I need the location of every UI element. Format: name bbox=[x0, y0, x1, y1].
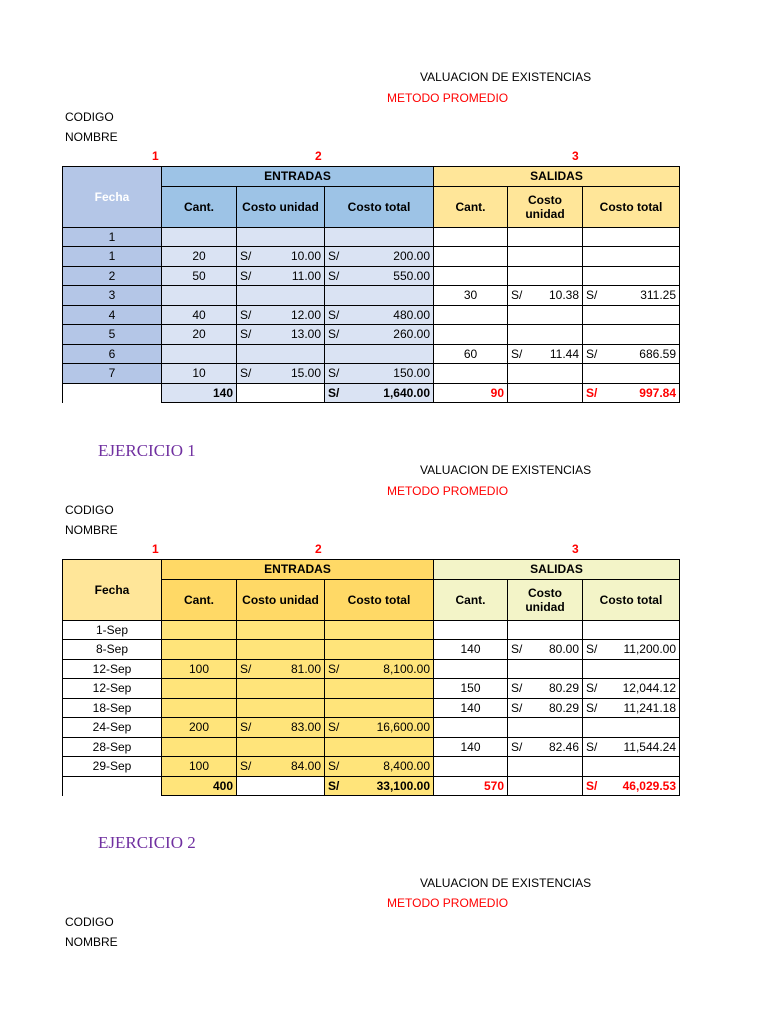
salidas-cant-cell bbox=[434, 364, 508, 384]
currency-symbol: S/ bbox=[586, 642, 598, 657]
amount: 11.44 bbox=[549, 346, 579, 361]
table-row bbox=[63, 757, 680, 777]
entradas-costo-total-cell bbox=[325, 620, 434, 640]
entradas-cant-cell bbox=[162, 286, 237, 306]
entradas-costo-unidad-cell bbox=[237, 757, 325, 777]
entradas-costo-total-cell bbox=[325, 247, 434, 267]
entradas-costo-unidad-cell bbox=[237, 344, 325, 364]
amount: 686.59 bbox=[639, 346, 676, 361]
currency-symbol: S/ bbox=[240, 661, 252, 676]
currency-symbol: S/ bbox=[328, 759, 340, 774]
section1-codigo-label: CODIGO bbox=[65, 110, 114, 124]
entradas-costo-unidad-cell bbox=[237, 698, 325, 718]
entradas-costo-total-cell bbox=[325, 659, 434, 679]
salidas-costo-total-cell bbox=[583, 227, 680, 247]
salidas-cant-cell bbox=[434, 305, 508, 325]
total-blank-cell bbox=[508, 776, 583, 796]
amount: 200.00 bbox=[393, 249, 430, 264]
entradas-costo-unidad-cell bbox=[237, 325, 325, 345]
entradas-cant-cell: 20 bbox=[162, 247, 237, 267]
entradas-costo-unidad-cell bbox=[237, 620, 325, 640]
entradas-costo-total-cell bbox=[325, 679, 434, 699]
entradas-costo-unidad-cell bbox=[237, 286, 325, 306]
fecha-cell: 7 bbox=[63, 364, 162, 384]
valuation-table-2 bbox=[62, 559, 680, 796]
salidas-costo-total-cell bbox=[583, 620, 680, 640]
salidas-costo-total-header: Costo total bbox=[583, 186, 680, 227]
salidas-costo-total-cell bbox=[583, 679, 680, 699]
amount: 80.29 bbox=[548, 681, 579, 696]
section3-nombre-label: NOMBRE bbox=[65, 935, 118, 949]
total-salidas-costo: 46,029.53 bbox=[622, 778, 676, 793]
entradas-cant-header: Cant. bbox=[162, 579, 237, 620]
entradas-costo-unidad-cell bbox=[237, 737, 325, 757]
totals-blank-cell bbox=[63, 383, 162, 403]
entradas-cant-cell bbox=[162, 344, 237, 364]
fecha-cell: 1 bbox=[63, 227, 162, 247]
fecha-cell: 12-Sep bbox=[63, 659, 162, 679]
currency-symbol: S/ bbox=[511, 700, 523, 715]
salidas-costo-unidad-cell bbox=[508, 679, 583, 699]
fecha-cell: 1 bbox=[63, 247, 162, 267]
salidas-cant-cell bbox=[434, 757, 508, 777]
currency-symbol: S/ bbox=[240, 366, 252, 381]
fecha-cell: 8-Sep bbox=[63, 640, 162, 660]
total-blank-cell bbox=[508, 383, 583, 403]
entradas-cant-cell: 100 bbox=[162, 757, 237, 777]
entradas-cant-cell bbox=[162, 620, 237, 640]
section1-title: VALUACION DE EXISTENCIAS bbox=[420, 70, 592, 84]
currency-symbol: S/ bbox=[328, 385, 340, 400]
table-row bbox=[63, 305, 680, 325]
entradas-cant-cell: 100 bbox=[162, 659, 237, 679]
currency-symbol: S/ bbox=[586, 346, 598, 361]
fecha-cell: 2 bbox=[63, 266, 162, 286]
section2-method: METODO PROMEDIO bbox=[387, 484, 509, 498]
amount: 260.00 bbox=[393, 327, 430, 342]
salidas-costo-unidad-cell bbox=[508, 640, 583, 660]
fecha-cell: 6 bbox=[63, 344, 162, 364]
currency-symbol: S/ bbox=[328, 249, 340, 264]
entradas-cant-cell: 200 bbox=[162, 718, 237, 738]
entradas-costo-total-cell bbox=[325, 757, 434, 777]
salidas-header: SALIDAS bbox=[434, 167, 680, 187]
section2-nombre-label: NOMBRE bbox=[65, 523, 118, 537]
salidas-costo-unidad-cell bbox=[508, 286, 583, 306]
salidas-cant-cell: 140 bbox=[434, 698, 508, 718]
currency-symbol: S/ bbox=[586, 700, 598, 715]
entradas-costo-total-cell bbox=[325, 698, 434, 718]
amount: 80.00 bbox=[548, 642, 579, 657]
table-row bbox=[63, 286, 680, 306]
salidas-costo-unidad-header: Costo unidad bbox=[508, 186, 583, 227]
section2-col-number-2: 2 bbox=[315, 542, 322, 556]
fecha-cell: 18-Sep bbox=[63, 698, 162, 718]
total-entradas-costo: 1,640.00 bbox=[383, 385, 430, 400]
section1-col-number-2: 2 bbox=[315, 149, 322, 163]
salidas-costo-unidad-cell bbox=[508, 757, 583, 777]
total-entradas-costo-cell bbox=[325, 776, 434, 796]
currency-symbol: S/ bbox=[511, 346, 523, 361]
amount: 150.00 bbox=[393, 366, 430, 381]
salidas-costo-total-cell bbox=[583, 698, 680, 718]
fecha-cell: 29-Sep bbox=[63, 757, 162, 777]
amount: 11,200.00 bbox=[623, 642, 676, 657]
table-row bbox=[63, 659, 680, 679]
entradas-costo-unidad-cell bbox=[237, 718, 325, 738]
entradas-costo-unidad-cell bbox=[237, 247, 325, 267]
salidas-costo-total-cell bbox=[583, 247, 680, 267]
section1-col-number-3: 3 bbox=[572, 149, 579, 163]
entradas-cant-cell bbox=[162, 737, 237, 757]
salidas-cant-cell bbox=[434, 620, 508, 640]
section1-method: METODO PROMEDIO bbox=[387, 91, 509, 105]
amount: 311.25 bbox=[640, 288, 676, 303]
section2-col-number-1: 1 bbox=[152, 542, 159, 556]
salidas-costo-total-cell bbox=[583, 325, 680, 345]
entradas-costo-total-cell bbox=[325, 737, 434, 757]
entradas-costo-total-cell bbox=[325, 286, 434, 306]
currency-symbol: S/ bbox=[240, 307, 252, 322]
table-row bbox=[63, 364, 680, 384]
section3-method: METODO PROMEDIO bbox=[387, 896, 509, 910]
entradas-costo-total-cell bbox=[325, 227, 434, 247]
entradas-costo-total-cell bbox=[325, 718, 434, 738]
salidas-cant-cell bbox=[434, 718, 508, 738]
amount: 11,241.18 bbox=[623, 700, 676, 715]
amount: 15.00 bbox=[290, 366, 321, 381]
currency-symbol: S/ bbox=[240, 249, 252, 264]
amount: 84.00 bbox=[290, 759, 321, 774]
salidas-cant-cell: 140 bbox=[434, 640, 508, 660]
amount: 8,100.00 bbox=[383, 661, 430, 676]
salidas-cant-cell bbox=[434, 227, 508, 247]
salidas-costo-total-cell bbox=[583, 640, 680, 660]
entradas-costo-unidad-cell bbox=[237, 266, 325, 286]
salidas-costo-total-cell bbox=[583, 364, 680, 384]
salidas-costo-unidad-cell bbox=[508, 364, 583, 384]
entradas-costo-unidad-cell bbox=[237, 679, 325, 699]
currency-symbol: S/ bbox=[328, 661, 340, 676]
entradas-cant-cell: 50 bbox=[162, 266, 237, 286]
section2-title: VALUACION DE EXISTENCIAS bbox=[420, 463, 592, 477]
currency-symbol: S/ bbox=[328, 327, 340, 342]
fecha-cell: 12-Sep bbox=[63, 679, 162, 699]
entradas-costo-total-header: Costo total bbox=[325, 579, 434, 620]
salidas-costo-unidad-cell bbox=[508, 325, 583, 345]
currency-symbol: S/ bbox=[328, 307, 340, 322]
entradas-cant-cell bbox=[162, 640, 237, 660]
currency-symbol: S/ bbox=[586, 681, 598, 696]
total-salidas-cant: 90 bbox=[434, 383, 508, 403]
entradas-costo-total-cell bbox=[325, 266, 434, 286]
table-row bbox=[63, 227, 680, 247]
table-row bbox=[63, 344, 680, 364]
currency-symbol: S/ bbox=[240, 720, 252, 735]
currency-symbol: S/ bbox=[328, 720, 340, 735]
salidas-costo-unidad-cell bbox=[508, 698, 583, 718]
fecha-cell: 4 bbox=[63, 305, 162, 325]
valuation-table-1 bbox=[62, 166, 680, 403]
exercise-2-heading: EJERCICIO 2 bbox=[98, 833, 196, 852]
currency-symbol: S/ bbox=[328, 268, 340, 283]
salidas-costo-unidad-cell bbox=[508, 620, 583, 640]
currency-symbol: S/ bbox=[511, 642, 523, 657]
salidas-costo-unidad-cell bbox=[508, 344, 583, 364]
salidas-costo-total-header: Costo total bbox=[583, 579, 680, 620]
currency-symbol: S/ bbox=[240, 268, 252, 283]
salidas-costo-unidad-cell bbox=[508, 737, 583, 757]
table-row bbox=[63, 325, 680, 345]
table-row bbox=[63, 737, 680, 757]
salidas-costo-unidad-cell bbox=[508, 266, 583, 286]
currency-symbol: S/ bbox=[511, 681, 523, 696]
currency-symbol: S/ bbox=[328, 366, 340, 381]
fecha-cell: 28-Sep bbox=[63, 737, 162, 757]
total-entradas-costo: 33,100.00 bbox=[376, 778, 430, 793]
amount: 10.38 bbox=[548, 288, 579, 303]
total-entradas-costo-cell bbox=[325, 383, 434, 403]
amount: 80.29 bbox=[548, 700, 579, 715]
entradas-costo-total-cell bbox=[325, 325, 434, 345]
salidas-costo-unidad-cell bbox=[508, 718, 583, 738]
entradas-cant-cell: 20 bbox=[162, 325, 237, 345]
entradas-costo-unidad-header: Costo unidad bbox=[237, 579, 325, 620]
amount: 12,044.12 bbox=[622, 681, 676, 696]
salidas-costo-unidad-cell bbox=[508, 305, 583, 325]
entradas-header: ENTRADAS bbox=[162, 560, 434, 580]
amount: 10.00 bbox=[290, 249, 321, 264]
entradas-costo-unidad-cell bbox=[237, 364, 325, 384]
entradas-costo-total-cell bbox=[325, 640, 434, 660]
salidas-costo-unidad-header: Costo unidad bbox=[508, 579, 583, 620]
currency-symbol: S/ bbox=[511, 739, 523, 754]
entradas-costo-unidad-cell bbox=[237, 659, 325, 679]
salidas-costo-total-cell bbox=[583, 659, 680, 679]
amount: 83.00 bbox=[290, 720, 321, 735]
salidas-costo-unidad-cell bbox=[508, 247, 583, 267]
salidas-costo-total-cell bbox=[583, 266, 680, 286]
amount: 16,600.00 bbox=[376, 720, 430, 735]
entradas-header: ENTRADAS bbox=[162, 167, 434, 187]
section2-col-number-3: 3 bbox=[572, 542, 579, 556]
salidas-costo-total-cell bbox=[583, 344, 680, 364]
amount: 81.00 bbox=[290, 661, 321, 676]
table-row bbox=[63, 247, 680, 267]
totals-blank-cell bbox=[63, 776, 162, 796]
salidas-cant-cell bbox=[434, 325, 508, 345]
totals-row bbox=[63, 383, 680, 403]
salidas-cant-cell: 60 bbox=[434, 344, 508, 364]
fecha-cell: 5 bbox=[63, 325, 162, 345]
currency-symbol: S/ bbox=[586, 778, 598, 793]
fecha-cell: 3 bbox=[63, 286, 162, 306]
currency-symbol: S/ bbox=[240, 759, 252, 774]
amount: 82.46 bbox=[548, 739, 579, 754]
salidas-costo-unidad-cell bbox=[508, 659, 583, 679]
entradas-cant-cell bbox=[162, 679, 237, 699]
salidas-cant-cell: 30 bbox=[434, 286, 508, 306]
salidas-costo-total-cell bbox=[583, 718, 680, 738]
salidas-costo-unidad-cell bbox=[508, 227, 583, 247]
entradas-costo-total-cell bbox=[325, 305, 434, 325]
section3-codigo-label: CODIGO bbox=[65, 915, 114, 929]
salidas-costo-total-cell bbox=[583, 286, 680, 306]
fecha-cell: 24-Sep bbox=[63, 718, 162, 738]
amount: 550.00 bbox=[393, 268, 430, 283]
entradas-costo-total-header: Costo total bbox=[325, 186, 434, 227]
total-entradas-cant: 400 bbox=[162, 776, 237, 796]
fecha-header: Fecha bbox=[63, 560, 162, 621]
currency-symbol: S/ bbox=[511, 288, 523, 303]
table-row bbox=[63, 266, 680, 286]
entradas-cant-cell bbox=[162, 698, 237, 718]
amount: 13.00 bbox=[290, 327, 321, 342]
entradas-cant-header: Cant. bbox=[162, 186, 237, 227]
table-row bbox=[63, 698, 680, 718]
entradas-costo-unidad-cell bbox=[237, 640, 325, 660]
salidas-cant-cell: 150 bbox=[434, 679, 508, 699]
total-salidas-costo-cell bbox=[583, 383, 680, 403]
currency-symbol: S/ bbox=[586, 739, 598, 754]
total-salidas-cant: 570 bbox=[434, 776, 508, 796]
total-entradas-cant: 140 bbox=[162, 383, 237, 403]
fecha-cell: 1-Sep bbox=[63, 620, 162, 640]
salidas-costo-total-cell bbox=[583, 305, 680, 325]
table-row bbox=[63, 640, 680, 660]
table-row bbox=[63, 718, 680, 738]
entradas-costo-total-cell bbox=[325, 344, 434, 364]
entradas-cant-cell: 40 bbox=[162, 305, 237, 325]
salidas-cant-cell bbox=[434, 659, 508, 679]
section2-codigo-label: CODIGO bbox=[65, 503, 114, 517]
currency-symbol: S/ bbox=[586, 385, 598, 400]
table-row bbox=[63, 620, 680, 640]
section3-title: VALUACION DE EXISTENCIAS bbox=[420, 876, 592, 890]
currency-symbol: S/ bbox=[240, 327, 252, 342]
salidas-costo-total-cell bbox=[583, 737, 680, 757]
fecha-header: Fecha bbox=[63, 167, 162, 228]
salidas-cant-header: Cant. bbox=[434, 579, 508, 620]
entradas-costo-total-cell bbox=[325, 364, 434, 384]
section1-nombre-label: NOMBRE bbox=[65, 130, 118, 144]
totals-row bbox=[63, 776, 680, 796]
currency-symbol: S/ bbox=[328, 778, 340, 793]
salidas-cant-cell bbox=[434, 266, 508, 286]
entradas-costo-unidad-cell bbox=[237, 305, 325, 325]
total-blank-cell bbox=[237, 776, 325, 796]
entradas-costo-unidad-cell bbox=[237, 227, 325, 247]
total-blank-cell bbox=[237, 383, 325, 403]
total-salidas-costo-cell bbox=[583, 776, 680, 796]
salidas-costo-total-cell bbox=[583, 757, 680, 777]
amount: 12.00 bbox=[290, 307, 321, 322]
total-salidas-costo: 997.84 bbox=[639, 385, 676, 400]
entradas-cant-cell: 10 bbox=[162, 364, 237, 384]
salidas-cant-cell: 140 bbox=[434, 737, 508, 757]
amount: 480.00 bbox=[393, 307, 430, 322]
entradas-cant-cell bbox=[162, 227, 237, 247]
salidas-header: SALIDAS bbox=[434, 560, 680, 580]
exercise-1-heading: EJERCICIO 1 bbox=[98, 441, 196, 460]
salidas-cant-header: Cant. bbox=[434, 186, 508, 227]
entradas-costo-unidad-header: Costo unidad bbox=[237, 186, 325, 227]
currency-symbol: S/ bbox=[586, 288, 598, 303]
section1-col-number-1: 1 bbox=[152, 149, 159, 163]
amount: 8,400.00 bbox=[383, 759, 430, 774]
amount: 11,544.24 bbox=[623, 739, 676, 754]
table-row bbox=[63, 679, 680, 699]
salidas-cant-cell bbox=[434, 247, 508, 267]
amount: 11.00 bbox=[291, 268, 321, 283]
